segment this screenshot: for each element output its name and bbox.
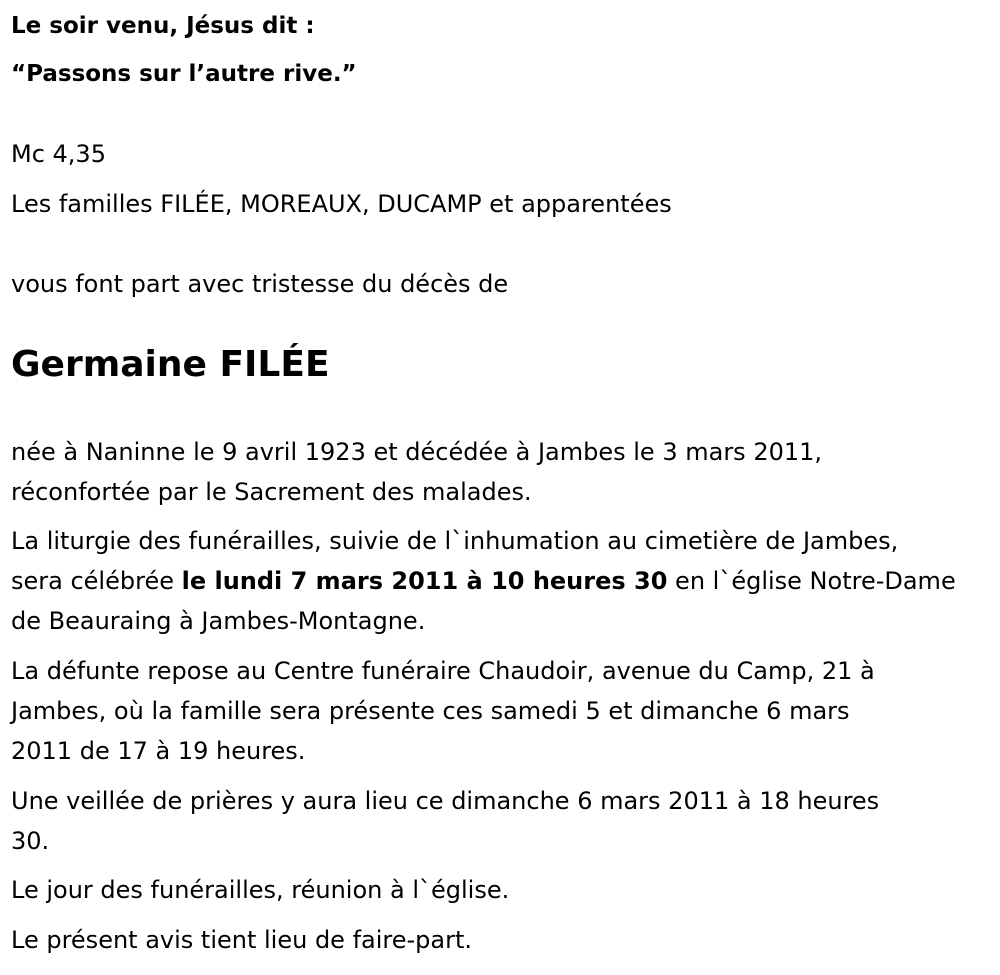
birth-death-line-2: réconfortée par le Sacrement des malades. [11, 478, 532, 506]
epigraph-line-1: Le soir venu, Jésus dit : [11, 13, 315, 39]
funeral-text-before: sera célébrée [11, 567, 182, 595]
families-line: Les familles FILÉE, MOREAUX, DUCAMP et apparentées [11, 190, 672, 218]
birth-death-line-1: née à Naninne le 9 avril 1923 et décédée à Jambes le 3 mars 2011, [11, 438, 823, 466]
vigil-line-1: Une veillée de prières y aura lieu ce dimanche 6 mars 2011 à 18 heures [11, 787, 880, 815]
funeral-line-3: de Beauraing à Jambes-Montagne. [11, 607, 426, 635]
announcement-line: vous font part avec tristesse du décès de [11, 270, 509, 298]
funeral-text-after: en l`église Notre-Dame [667, 567, 956, 595]
funeral-line-2 [11, 561, 956, 601]
viewing-line-3: 2011 de 17 à 19 heures. [11, 737, 306, 765]
viewing-line-2: Jambes, où la famille sera présente ces samedi 5 et dimanche 6 mars [11, 697, 850, 725]
funeral-line-1: La liturgie des funérailles, suivie de l`inhumation au cimetière de Jambes, [11, 527, 899, 555]
viewing-line-1: La défunte repose au Centre funéraire Chaudoir, avenue du Camp, 21 à [11, 657, 875, 685]
notice-line: Le présent avis tient lieu de faire-part. [11, 926, 473, 954]
vigil-line-2: 30. [11, 827, 50, 855]
epigraph-reference: Mc 4,35 [11, 140, 106, 168]
deceased-name: Germaine FILÉE [11, 344, 330, 385]
meeting-line: Le jour des funérailles, réunion à l`église. [11, 876, 510, 904]
epigraph-line-2: “Passons sur l’autre rive.” [11, 61, 357, 87]
funeral-date-time: le lundi 7 mars 2011 à 10 heures 30 [181, 567, 668, 595]
